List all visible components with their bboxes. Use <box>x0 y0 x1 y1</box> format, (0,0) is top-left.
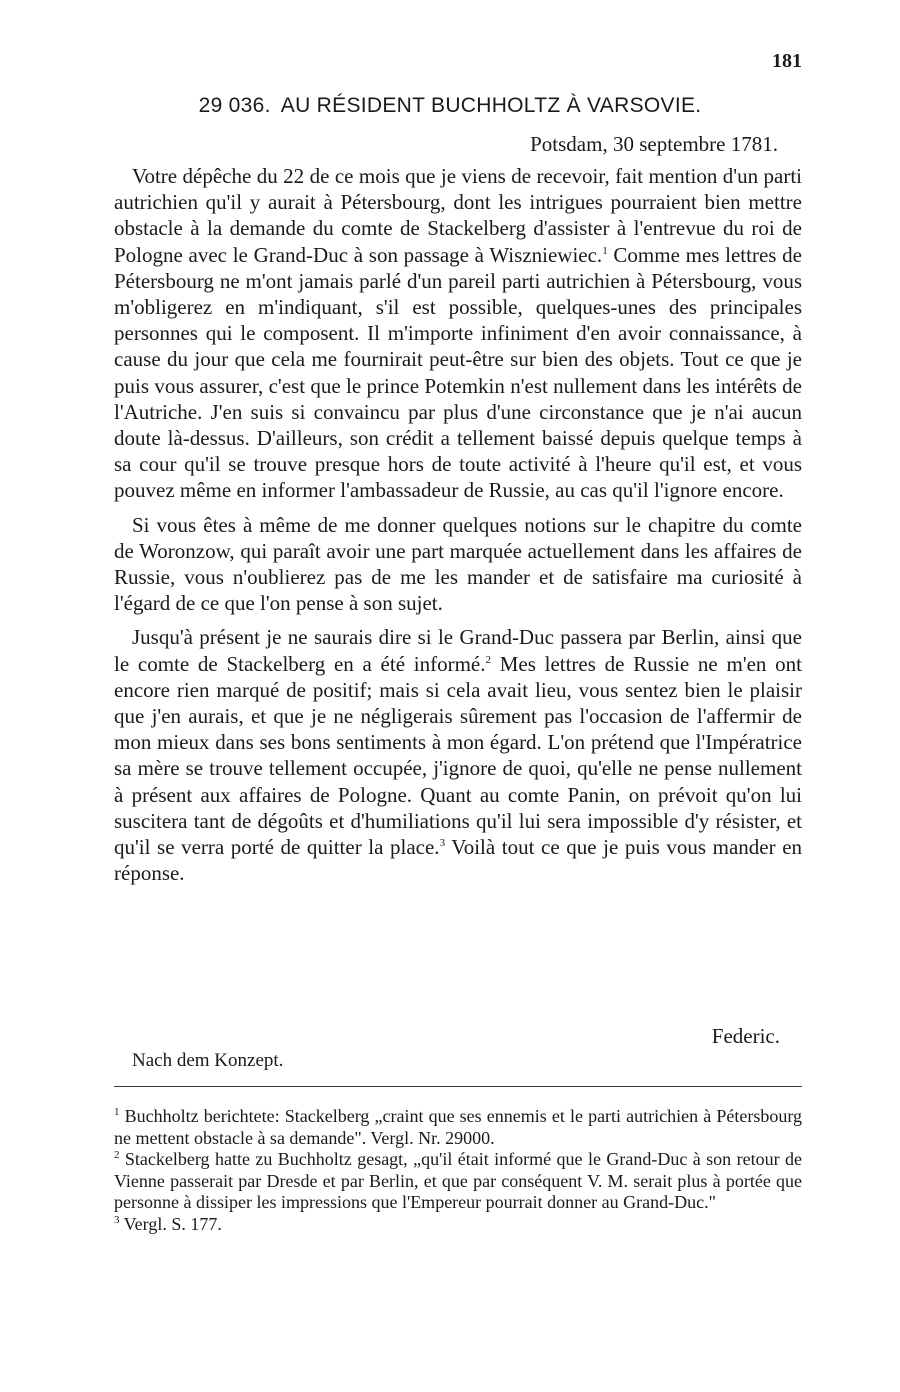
footnote-2 <box>114 1149 802 1214</box>
dateline: Potsdam, 30 septembre 1781. <box>530 132 778 156</box>
footnote-1-mark: 1 <box>114 1106 120 1118</box>
paragraph-2: Si vous êtes à même de me donner quelques notions sur le chapitre du comte de Woronzow, qui paraît avoir une part marquée actuellement dans les affaires de Russie, vous n'oublierez pas de me les mander et de satisfaire ma curiosité à l'égard de ce que l'on pense à son sujet. <box>114 512 802 616</box>
page-number: 181 <box>772 50 802 72</box>
paragraph-3 <box>114 624 802 886</box>
paragraph-3-part-c: Voilà tout ce que je puis vous mander en réponse. <box>114 835 803 886</box>
paragraph-1-part-a: Votre dépêche du 22 de ce mois que je viens de recevoir, fait mention d'un parti autrichien qu'il y aurait à Pétersbourg, dont les intrigues pourraient bien mettre obstacle à la demande du comte de Stackelberg d'assister à l'entrevue du roi de Pologne avec le Grand-Duc à son passage à Wiszniewiec. <box>114 164 802 267</box>
letter-title: AU RÉSIDENT BUCHHOLTZ À VARSOVIE. <box>280 94 702 117</box>
footnote-ref-3: 3 <box>439 837 446 850</box>
paragraph-3-part-a: Jusqu'à présent je ne saurais dire si le Grand-Duc passera par Berlin, ainsi que le comte de Stackelberg en a été informé. <box>114 625 802 676</box>
footnote-2-text: Stackelberg hatte zu Buchholtz gesagt, „qu'il était informé que le Grand-Duc à son retour de Vienne passerait par Dresde et par Berlin, et que par conséquent V. M. serait plus à portée que personne à dissiper les impressions que l'Empereur pourrait donner au Grand-Duc." <box>114 1149 802 1213</box>
footnote-divider <box>114 1086 802 1087</box>
footnote-2-mark: 2 <box>114 1149 120 1162</box>
footnote-ref-1: 1 <box>602 244 608 257</box>
paragraph-1 <box>114 163 802 504</box>
footnote-3-text: Vergl. S. 177. <box>119 1213 222 1234</box>
paragraph-1-part-b: Comme mes lettres de Pétersbourg ne m'ont jamais parlé d'un pareil parti autrichien à Pétersbourg, vous m'obligerez en m'indiquant, s'il est possible, quelques-unes des principales personnes qui le composent. Il m'importe infiniment d'en avoir connaissance, à cause du jour que cela me fournirait peut-être sur bien des objets. Tout ce que je puis vous assurer, c'est que le prince Potemkin n'est nullement dans les intérêts de l'Autriche. J'en suis si convaincu par plus d'une circonstance que je n'ai aucun doute là-dessus. D'ailleurs, son crédit a tellement baissé depuis quelque temps à sa cour qu'il se trouve presque hors de toute activité à l'heure qu'il est, et vous pouvez même en informer l'ambassadeur de Russie, au cas qu'il l'ignore encore. <box>114 242 802 503</box>
letter-body <box>114 163 802 894</box>
letter-heading <box>0 94 900 118</box>
footnote-ref-2: 2 <box>485 653 491 666</box>
footnote-3-mark: 3 <box>114 1213 120 1226</box>
source-note: Nach dem Konzept. <box>132 1050 284 1071</box>
paragraph-3-part-b: Mes lettres de Russie ne m'en ont encore rien marqué de positif; mais si cela avait lieu, vous sentez bien le plaisir que j'en aurais, et que je ne négligerais sûrement pas l'occasion de l'affermir de mon mieux dans ses bons sentiments à mon égard. L'on prétend que l'Impératrice sa mère se trouve tellement occupée, j'ignore de quoi, qu'elle ne pense nullement à présent aux affaires de Pologne. Quant au comte Panin, on prévoit qu'on lui suscitera tant de dégoûts et d'humiliations qu'il lui sera impossible d'y résister, et qu'il se verra porté de quitter la place. <box>114 651 802 860</box>
footnote-1 <box>114 1106 802 1149</box>
letter-number: 29 036. <box>198 94 271 117</box>
footnote-1-text: Buchholtz berichtete: Stackelberg „craint que ses ennemis et le parti autrichien à Pétersbourg ne mettent obstacle à sa demande". Vergl. Nr. 29000. <box>114 1106 802 1148</box>
signature: Federic. <box>711 1024 780 1048</box>
footnote-3 <box>114 1214 802 1236</box>
footnotes <box>114 1106 802 1236</box>
